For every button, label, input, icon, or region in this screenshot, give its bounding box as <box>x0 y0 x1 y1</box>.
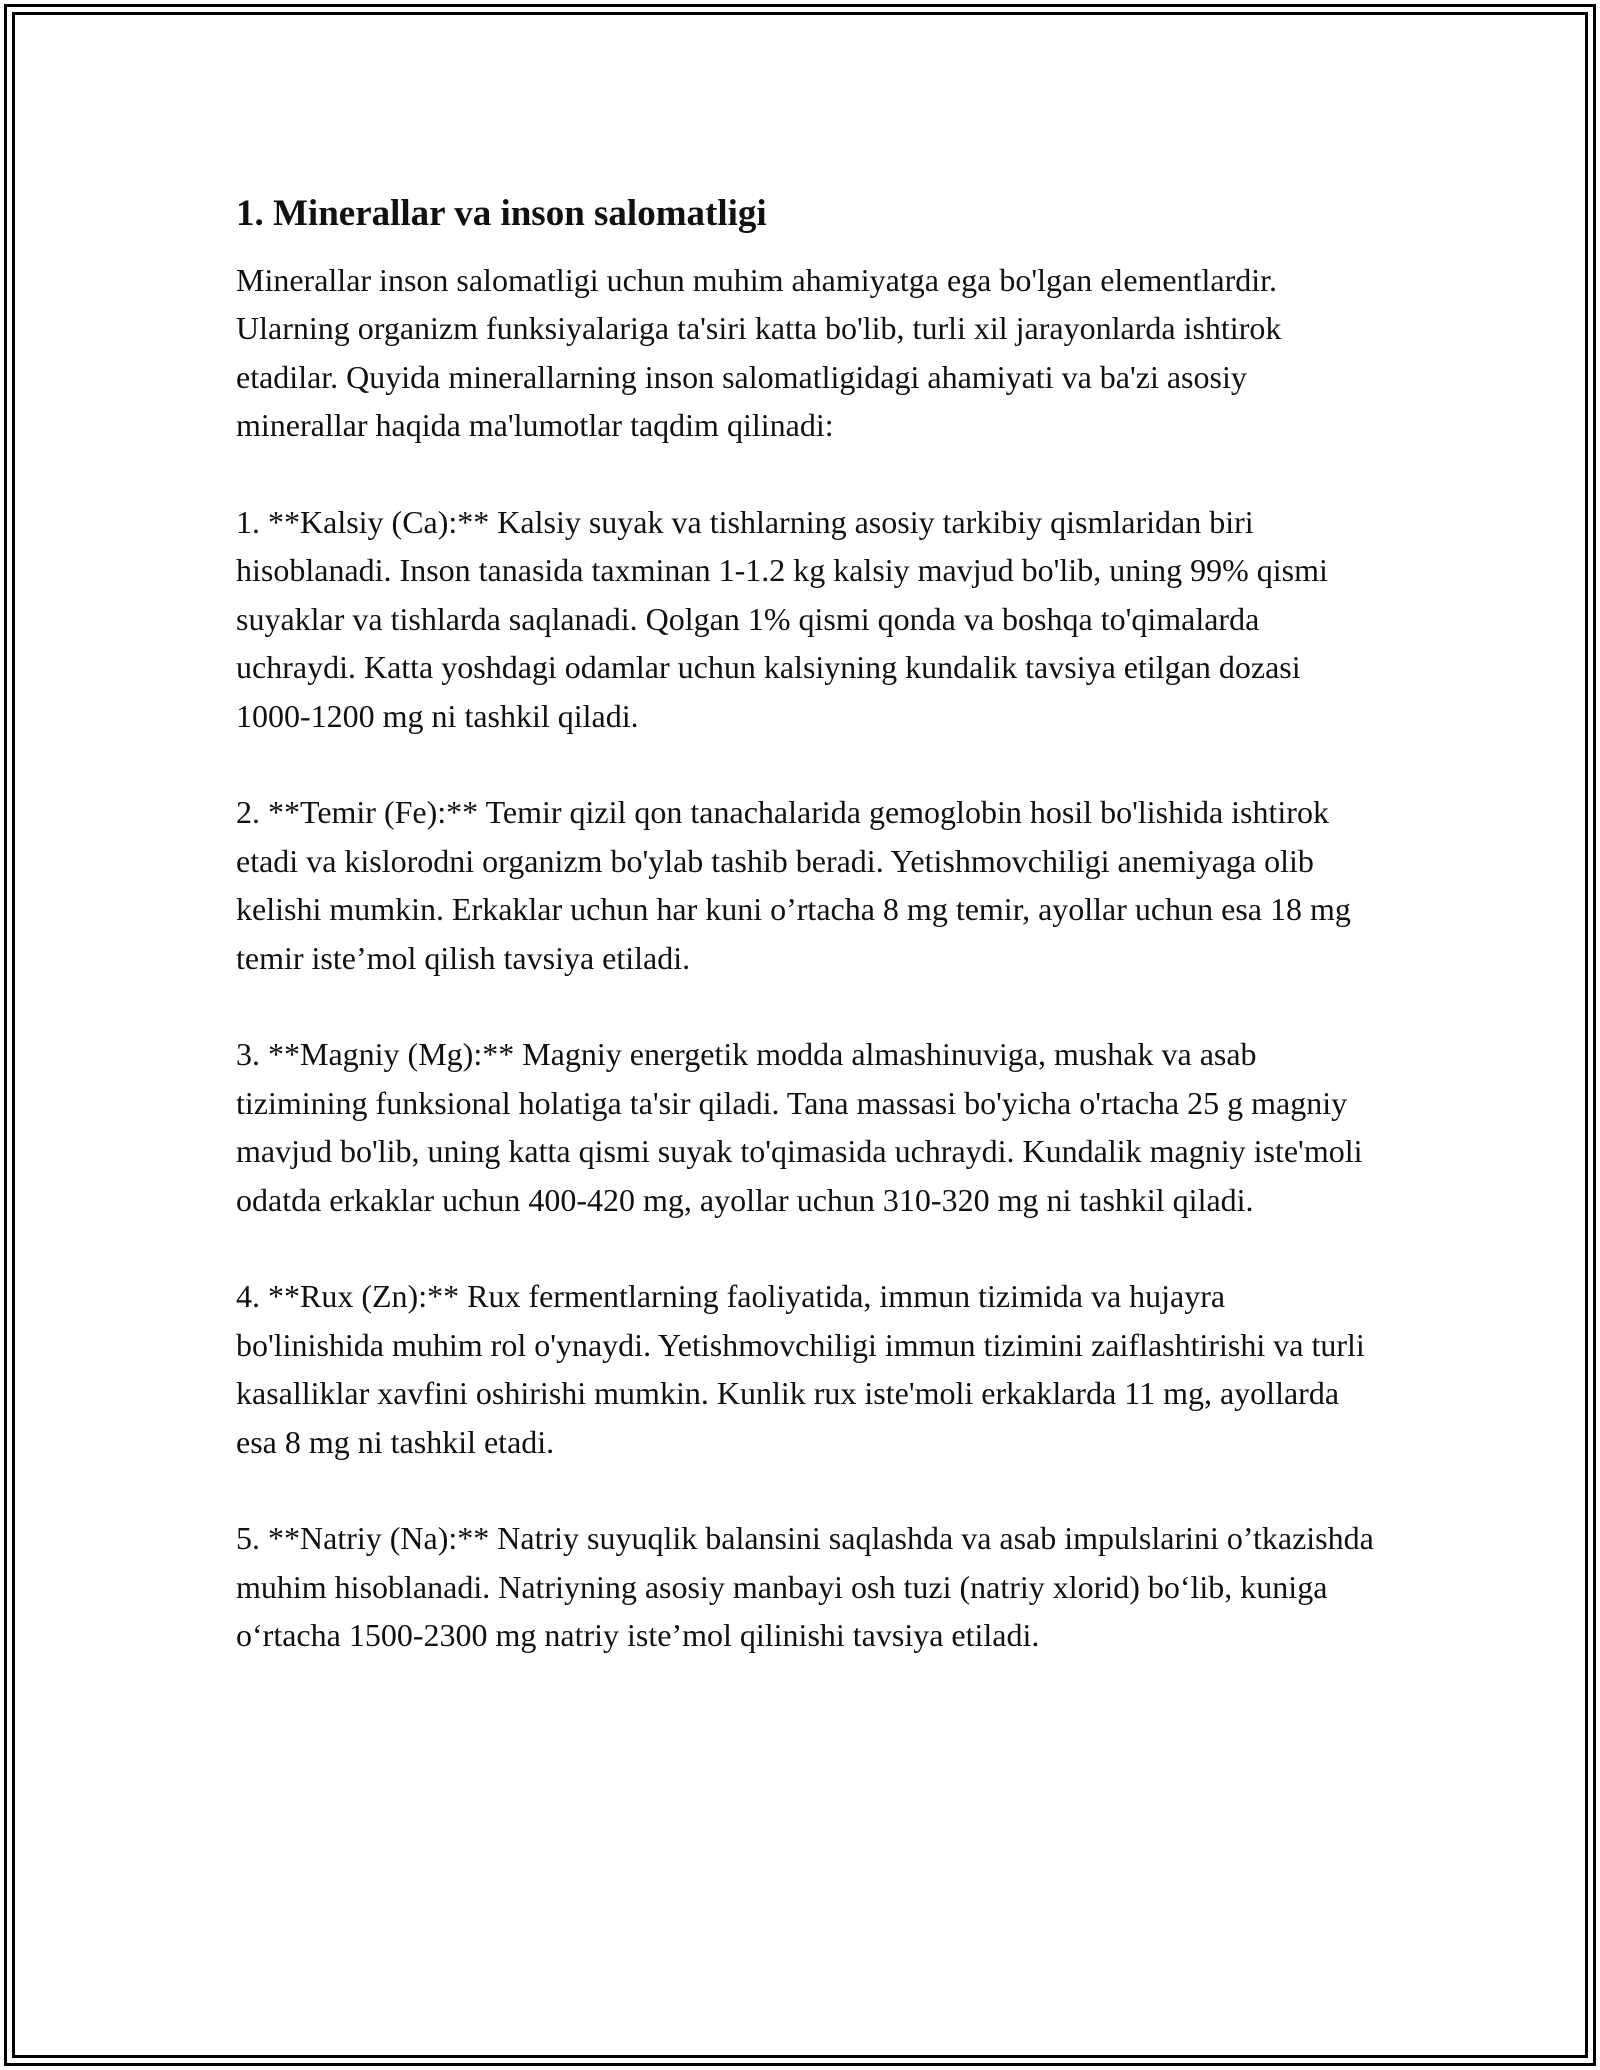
section-heading: 1. Minerallar va inson salomatligi <box>236 193 767 234</box>
iron-paragraph: 2. **Temir (Fe):** Temir qizil qon tanachalarida gemoglobin hosil bo'lishida ishtirok etadi va kislorodni organizm bo'ylab tashib beradi. Yetishmovchiligi anemiyaga olib kelishi mumkin. Erkaklar uchun har kuni o’rtacha 8 mg temir, ayollar uchun esa 18 mg temir iste’mol qilish tavsiya etiladi. <box>236 794 1351 976</box>
document-body <box>236 188 1376 1708</box>
intro-paragraph: Minerallar inson salomatligi uchun muhim ahamiyatga ega bo'lgan elementlardir. Ularning organizm funksiyalariga ta'siri katta bo'lib, turli xil jarayonlarda ishtirok etadilar. Quyida minerallarning inson salomatligidagi ahamiyati va ba'zi asosiy minerallar haqida ma'lumotlar taqdim qilinadi: <box>236 262 1282 444</box>
magnesium-paragraph: 3. **Magniy (Mg):** Magniy energetik modda almashinuviga, mushak va asab tizimining funksional holatiga ta'sir qiladi. Tana massasi bo'yicha o'rtacha 25 g magniy mavjud bo'lib, uning katta qismi suyak to'qimasida uchraydi. Kundalik magniy iste'moli odatda erkaklar uchun 400-420 mg, ayollar uchun 310-320 mg ni tashkil qiladi. <box>236 1036 1363 1218</box>
zinc-paragraph: 4. **Rux (Zn):** Rux fermentlarning faoliyatida, immun tizimida va hujayra bo'linishida muhim rol o'ynaydi. Yetishmovchiligi immun tizimini zaiflashtirishi va turli kasalliklar xavfini oshirishi mumkin. Kunlik rux iste'moli erkaklarda 11 mg, ayollarda esa 8 mg ni tashkil etadi. <box>236 1278 1365 1460</box>
sodium-paragraph: 5. **Natriy (Na):** Natriy suyuqlik balansini saqlashda va asab impulslarini o’tkazishda muhim hisoblanadi. Natriyning asosiy manbayi osh tuzi (natriy xlorid) bo‘lib, kuniga o‘rtacha 1500-2300 mg natriy iste’mol qilinishi tavsiya etiladi. <box>236 1520 1374 1654</box>
calcium-paragraph: 1. **Kalsiy (Ca):** Kalsiy suyak va tishlarning asosiy tarkibiy qismlaridan biri hisoblanadi. Inson tanasida taxminan 1-1.2 kg kalsiy mavjud bo'lib, uning 99% qismi suyaklar va tishlarda saqlanadi. Qolgan 1% qismi qonda va boshqa to'qimalarda uchraydi. Katta yoshdagi odamlar uchun kalsiyning kundalik tavsiya etilgan dozasi 1000-1200 mg ni tashkil qiladi. <box>236 504 1328 734</box>
